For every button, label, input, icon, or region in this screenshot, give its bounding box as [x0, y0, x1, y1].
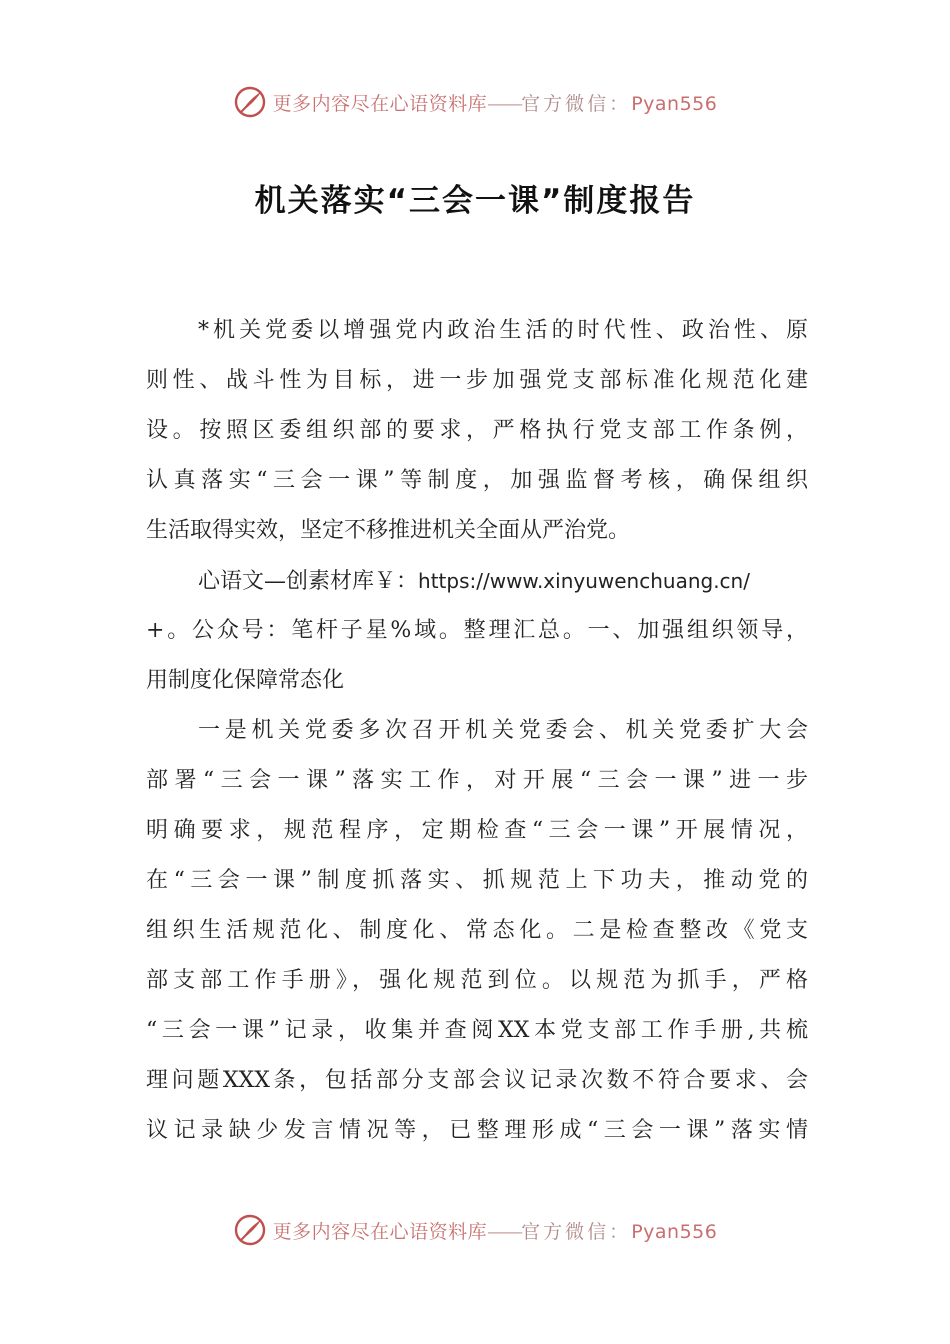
paragraph-3-line: 部支部工作手册》，强化规范到位。以规范为抓手，严格 [146, 968, 808, 993]
paragraph-1-line: *机关党委以增强党内政治生活的时代性、政治性、原 [198, 318, 808, 343]
section-heading: 用制度化保障常态化 [146, 668, 345, 693]
paragraph-3-line: 议记录缺少发言情况等，已整理形成“三会一课”落实情 [146, 1118, 808, 1143]
paragraph-3-line: “三会一课”记录，收集并查阅XX本党支部工作手册,共梳 [146, 1018, 808, 1043]
paragraph-3-line: 理问题XXX条，包括部分支部会议记录次数不符合要求、会 [146, 1068, 808, 1093]
banner-site-text: 更多内容尽在心语资料库 [272, 1220, 488, 1243]
paragraph-3-line: 在“三会一课”制度抓落实、抓规范上下功夫，推动党的 [146, 868, 808, 893]
paragraph-2-line [146, 556, 808, 606]
paragraph-3-line: 组织生活规范化、制度化、常态化。二是检查整改《党支 [146, 918, 808, 943]
document-body [146, 306, 808, 1156]
paragraph-3-line: 明确要求，规范程序，定期检查“三会一课”开展情况， [146, 818, 808, 843]
paragraph-3-line: 部署“三会一课”落实工作，对开展“三会一课”进一步 [146, 768, 808, 793]
banner-text [273, 1217, 718, 1244]
paragraph-1-line: 认真落实“三会一课”等制度，加强监督考核，确保组织 [146, 468, 808, 493]
banner-official-text: 官方微信： [521, 92, 632, 115]
header-banner [0, 82, 950, 122]
paragraph-1-line: 设。按照区委组织部的要求，严格执行党支部工作条例， [146, 418, 808, 443]
paragraph-1-line: 生活取得实效，坚定不移推进机关全面从严治党。 [146, 518, 631, 543]
quill-logo-icon [233, 85, 267, 119]
banner-official-text: 官方微信： [521, 1220, 632, 1243]
banner-site-text: 更多内容尽在心语资料库 [272, 92, 488, 115]
document-title: 机关落实“三会一课”制度报告 [254, 183, 696, 219]
paragraph-2-line: +。公众号：笔杆子星%域。整理汇总。一、加强组织领导， [146, 618, 808, 643]
banner-handle: Pyan556 [631, 1220, 718, 1243]
banner-handle: Pyan556 [631, 92, 718, 115]
banner-dash: —— [487, 1220, 522, 1243]
paragraph-1-line: 则性、战斗性为目标，进一步加强党支部标准化规范化建 [146, 368, 808, 393]
banner-text [273, 89, 718, 116]
banner-dash: —— [487, 92, 522, 115]
source-prefix: 心语文—创素材库￥： [198, 569, 419, 594]
footer-banner [0, 1210, 950, 1250]
paragraph-3-line: 一是机关党委多次召开机关党委会、机关党委扩大会 [198, 718, 808, 743]
quill-logo-icon [233, 1213, 267, 1247]
source-url: https://www.xinyuwenchuang.cn/ [418, 569, 750, 593]
